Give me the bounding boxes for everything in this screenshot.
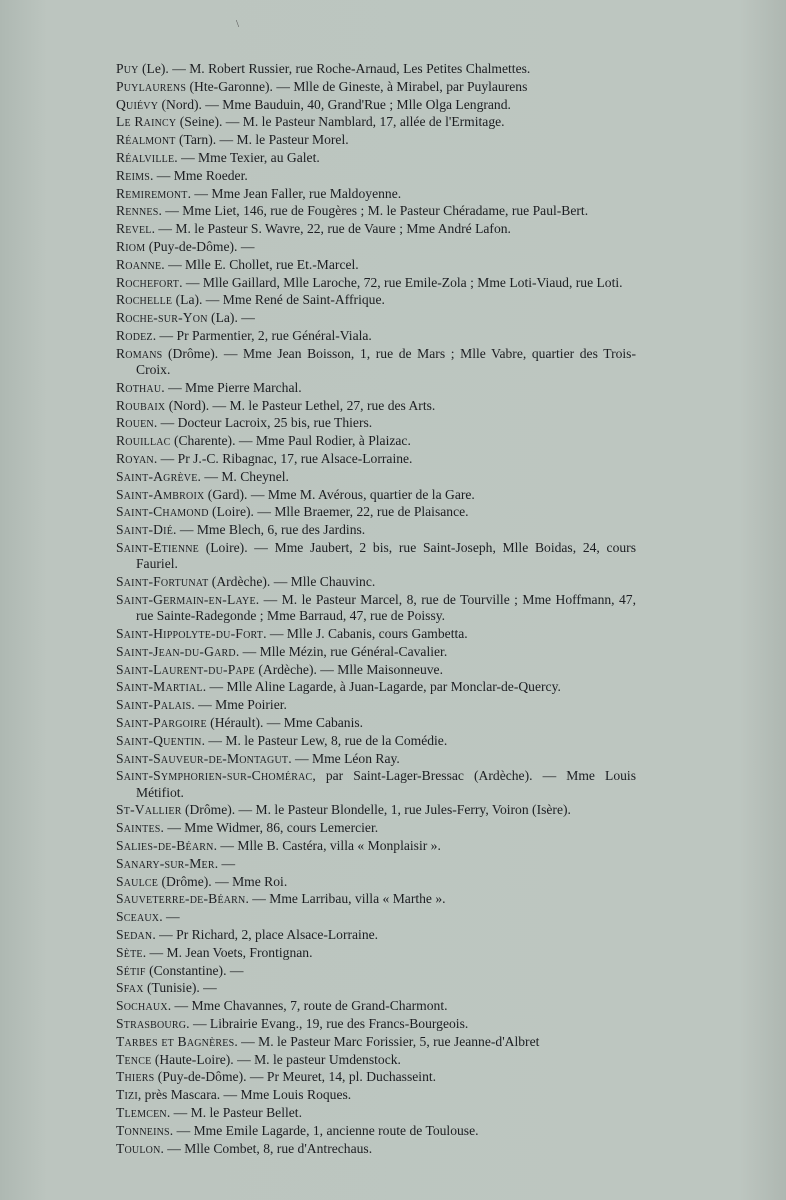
- entry-details: . — Mme Pierre Marchal.: [161, 379, 302, 395]
- entry-place: Quiévy: [116, 96, 159, 112]
- entry-details: . — M. le Pasteur Bellet.: [166, 1105, 302, 1121]
- entry-details: . — Mlle Aline Lagarde, à Juan-Lagarde, par Monclar-de-Quercy.: [202, 679, 561, 695]
- directory-entry: [116, 980, 636, 996]
- directory-entry: [116, 275, 636, 291]
- directory-entry: [116, 132, 636, 148]
- entry-place: Tence: [116, 1051, 152, 1067]
- directory-entry: [116, 97, 636, 113]
- entry-details: (Haute-Loire). — M. le pasteur Umdenstock.: [151, 1051, 401, 1067]
- entry-place: Rochelle: [116, 292, 173, 308]
- directory-entry: [116, 168, 636, 184]
- directory-entry: [116, 221, 636, 237]
- directory-entry: [116, 1034, 636, 1050]
- entry-details: . — Librairie Evang., 19, rue des Francs-Bourgeois.: [186, 1016, 469, 1032]
- directory-entry: [116, 380, 636, 396]
- directory-entry: [116, 61, 636, 77]
- directory-entry: [116, 963, 636, 979]
- directory-entry: [116, 751, 636, 767]
- directory-entry: [116, 802, 636, 818]
- directory-entry: [116, 874, 636, 890]
- directory-entry: [116, 1016, 636, 1032]
- directory-entry: [116, 433, 636, 449]
- entry-place: Saint-Dié: [116, 522, 174, 538]
- entry-place: Saint-Agrève: [116, 468, 198, 484]
- entry-details: (Hte-Garonne). — Mlle de Gineste, à Mirabel, par Puylaurens: [186, 78, 528, 94]
- entry-details: . — Pr Richard, 2, place Alsace-Lorraine.: [152, 927, 379, 943]
- entry-place: Saint-Symphorien-sur-Chomérac: [116, 768, 313, 784]
- directory-entry: [116, 186, 636, 202]
- entry-place: Revel: [116, 221, 152, 237]
- entry-place: Saint-Palais: [116, 697, 192, 713]
- entry-details: . — Mme Roeder.: [149, 167, 248, 183]
- entry-details: (Ardèche). — Mlle Maisonneuve.: [254, 661, 443, 677]
- entry-details: . — M. Jean Voets, Frontignan.: [142, 944, 313, 960]
- directory-entry: [116, 522, 636, 538]
- entry-details: . — M. le Pasteur Lew, 8, rue de la Comédie.: [201, 732, 448, 748]
- entry-details: (Tunisie). —: [143, 980, 217, 996]
- directory-list: [116, 61, 636, 1158]
- directory-entry: [116, 1087, 636, 1103]
- entry-place: Rennes: [116, 203, 159, 219]
- directory-entry: [116, 662, 636, 678]
- directory-entry: [116, 487, 636, 503]
- entry-place: Saint-Pargoire: [116, 714, 207, 730]
- entry-details: (Loire). — Mme Jaubert, 2 bis, rue Saint-Joseph, Mlle Boidas, 24, cours Fauriel.: [136, 540, 636, 572]
- entry-details: . — Mlle Combet, 8, rue d'Antrechaus.: [160, 1140, 373, 1156]
- directory-entry: [116, 820, 636, 836]
- entry-details: . — Mme Larribau, villa « Marthe ».: [245, 891, 446, 907]
- entry-place: Puy: [116, 61, 139, 76]
- entry-details: . — Mlle Gaillard, Mlle Laroche, 72, rue Emile-Zola ; Mme Loti-Viaud, rue Loti.: [179, 274, 623, 290]
- entry-place: Rodez: [116, 327, 153, 343]
- entry-place: Sète: [116, 944, 143, 960]
- directory-entry: [116, 346, 636, 379]
- entry-details: . — Mlle B. Castéra, villa « Monplaisir ».: [213, 838, 441, 854]
- entry-place: Saint-Etienne: [116, 540, 199, 556]
- directory-entry: [116, 838, 636, 854]
- directory-entry: [116, 239, 636, 255]
- entry-details: . — Mme Blech, 6, rue des Jardins.: [173, 522, 366, 538]
- entry-details: . — M. Cheynel.: [197, 468, 289, 484]
- entry-details: (Nord). — Mme Bauduin, 40, Grand'Rue ; Mlle Olga Lengrand.: [158, 96, 511, 112]
- entry-place: Sceaux: [116, 909, 160, 925]
- entry-place: Strasbourg: [116, 1016, 187, 1032]
- directory-entry: [116, 626, 636, 642]
- entry-place: Tizi: [116, 1087, 138, 1103]
- entry-details: . — M. le Pasteur Marcel, 8, rue de Tourville ; Mme Hoffmann, 47, rue Sainte-Radegonde ; Mme Barraud, 47, rue de Poissy.: [136, 591, 636, 624]
- entry-details: (Le). — M. Robert Russier, rue Roche-Arnaud, Les Petites Chalmettes.: [138, 61, 531, 76]
- entry-place: Saintes: [116, 820, 161, 836]
- entry-details: (Puy-de-Dôme). — Pr Meuret, 14, pl. Duchasseint.: [154, 1069, 437, 1085]
- entry-details: . —: [214, 855, 236, 871]
- entry-place: Royan: [116, 451, 154, 467]
- entry-place: Saint-Germain-en-Laye: [116, 591, 256, 607]
- directory-entry: [116, 203, 636, 219]
- directory-entry: [116, 733, 636, 749]
- directory-entry: [116, 998, 636, 1014]
- entry-place: Saint-Ambroix: [116, 486, 205, 502]
- entry-place: Tlemcen: [116, 1105, 167, 1121]
- entry-details: . — Mlle Mézin, rue Général-Cavalier.: [235, 643, 448, 659]
- directory-entry: [116, 856, 636, 872]
- entry-details: . —: [159, 909, 180, 925]
- directory-entry: [116, 328, 636, 344]
- directory-entry: [116, 891, 636, 907]
- entry-place: Romans: [116, 345, 163, 361]
- entry-details: . — Mme Chavannes, 7, route de Grand-Charmont.: [167, 998, 448, 1014]
- entry-place: Reims: [116, 167, 150, 183]
- directory-entry: [116, 1141, 636, 1157]
- entry-details: . — Docteur Lacroix, 25 bis, rue Thiers.: [153, 415, 373, 431]
- entry-details: (Nord). — M. le Pasteur Lethel, 27, rue des Arts.: [165, 397, 436, 413]
- directory-entry: [116, 909, 636, 925]
- entry-place: Saint-Laurent-du-Pape: [116, 661, 255, 677]
- entry-details: . — Mme Emile Lagarde, 1, ancienne route de Toulouse.: [169, 1122, 479, 1138]
- entry-place: Sétif: [116, 962, 146, 978]
- directory-entry: [116, 1105, 636, 1121]
- directory-entry: [116, 697, 636, 713]
- entry-details: (Loire). — Mlle Braemer, 22, rue de Plaisance.: [208, 504, 469, 520]
- entry-place: Roche-sur-Yon: [116, 310, 208, 326]
- entry-details: (La). — Mme René de Saint-Affrique.: [172, 292, 385, 308]
- entry-details: , par Saint-Lager-Bressac (Ardèche). — Mme Louis Métifiot.: [136, 768, 636, 800]
- directory-entry: [116, 79, 636, 95]
- entry-place: Puylaurens: [116, 78, 187, 94]
- entry-details: (Puy-de-Dôme). —: [145, 238, 255, 254]
- directory-entry: [116, 679, 636, 695]
- directory-entry: [116, 574, 636, 590]
- entry-place: Saint-Martial: [116, 679, 203, 695]
- entry-place: Sauveterre-de-Béarn: [116, 891, 246, 907]
- entry-details: . — Mme Texier, au Galet.: [174, 149, 320, 165]
- entry-details: (Gard). — Mme M. Avérous, quartier de la Gare.: [204, 486, 475, 502]
- entry-place: Roubaix: [116, 397, 166, 413]
- directory-entry: [116, 310, 636, 326]
- entry-details: (Constantine). —: [145, 962, 244, 978]
- entry-place: Riom: [116, 238, 146, 254]
- directory-entry: [116, 1069, 636, 1085]
- entry-details: . — Pr J.-C. Ribagnac, 17, rue Alsace-Lorraine.: [153, 451, 413, 467]
- directory-entry: [116, 415, 636, 431]
- entry-details: (Drôme). — Mme Jean Boisson, 1, rue de Mars ; Mlle Vabre, quartier des Trois-Croix.: [136, 345, 636, 378]
- directory-entry: [116, 469, 636, 485]
- entry-details: (Drôme). — M. le Pasteur Blondelle, 1, rue Jules-Ferry, Voiron (Isère).: [181, 802, 571, 818]
- directory-entry: [116, 540, 636, 573]
- entry-place: Rochefort: [116, 274, 180, 290]
- entry-details: (Charente). — Mme Paul Rodier, à Plaizac.: [170, 433, 411, 449]
- entry-details: . — Mme Liet, 146, rue de Fougères ; M. le Pasteur Chéradame, rue Paul-Bert.: [158, 203, 589, 219]
- entry-details: (Tarn). — M. le Pasteur Morel.: [175, 132, 349, 148]
- entry-place: Salies-de-Béarn: [116, 838, 214, 854]
- entry-place: Tarbes et Bagnères: [116, 1033, 235, 1049]
- entry-place: Saint-Jean-du-Gard: [116, 643, 236, 659]
- entry-details: , près Mascara. — Mme Louis Roques.: [137, 1087, 352, 1103]
- entry-details: . — M. le Pasteur S. Wavre, 22, rue de Vaure ; Mme André Lafon.: [151, 221, 511, 237]
- entry-place: Thiers: [116, 1069, 155, 1085]
- entry-details: . — Mme Jean Faller, rue Maldoyenne.: [187, 185, 402, 201]
- directory-entry: [116, 644, 636, 660]
- entry-place: Saint-Hippolyte-du-Fort: [116, 626, 264, 641]
- entry-place: Sfax: [116, 980, 144, 996]
- directory-entry: [116, 768, 636, 801]
- directory-entry: [116, 451, 636, 467]
- directory-entry: [116, 592, 636, 625]
- entry-details: . — Mme Widmer, 86, cours Lemercier.: [160, 820, 379, 836]
- entry-place: St-Vallier: [116, 802, 182, 818]
- entry-details: (Seine). — M. le Pasteur Namblard, 17, allée de l'Ermitage.: [176, 114, 505, 130]
- entry-place: Rothau: [116, 379, 162, 395]
- directory-entry: [116, 398, 636, 414]
- directory-entry: [116, 150, 636, 166]
- entry-place: Sochaux: [116, 998, 168, 1014]
- entry-place: Réalmont: [116, 132, 176, 148]
- directory-entry: [116, 1123, 636, 1139]
- directory-entry: [116, 927, 636, 943]
- corner-mark: \: [236, 18, 240, 30]
- entry-place: Saint-Sauveur-de-Montagut: [116, 750, 289, 766]
- directory-entry: [116, 114, 636, 130]
- directory-entry: [116, 257, 636, 273]
- entry-details: . — Mlle J. Cabanis, cours Gambetta.: [263, 626, 468, 641]
- entry-details: . — Pr Parmentier, 2, rue Général-Viala.: [152, 327, 372, 343]
- entry-details: (Hérault). — Mme Cabanis.: [206, 714, 364, 730]
- entry-place: Sedan: [116, 927, 153, 943]
- directory-entry: [116, 1052, 636, 1068]
- directory-entry: [116, 715, 636, 731]
- entry-place: Rouen: [116, 415, 154, 431]
- entry-details: . — Mme Léon Ray.: [288, 750, 400, 766]
- entry-place: Rouillac: [116, 433, 171, 449]
- directory-entry: [116, 292, 636, 308]
- entry-details: . — Mme Poirier.: [191, 697, 287, 713]
- entry-details: (Drôme). — Mme Roi.: [158, 873, 288, 889]
- entry-details: . — M. le Pasteur Marc Forissier, 5, rue Jeanne-d'Albret: [234, 1033, 540, 1049]
- entry-place: Saint-Fortunat: [116, 574, 209, 590]
- entry-place: Roanne: [116, 256, 162, 272]
- directory-entry: [116, 945, 636, 961]
- directory-entry: [116, 504, 636, 520]
- entry-place: Remiremont: [116, 185, 188, 201]
- entry-place: Saint-Quentin: [116, 732, 202, 748]
- entry-details: . — Mlle E. Chollet, rue Et.-Marcel.: [161, 256, 359, 272]
- entry-place: Tonneins: [116, 1122, 170, 1138]
- entry-details: (Ardèche). — Mlle Chauvinc.: [208, 574, 376, 590]
- entry-place: Le Raincy: [116, 114, 177, 130]
- entry-place: Saint-Chamond: [116, 504, 209, 520]
- entry-place: Réalville: [116, 149, 175, 165]
- entry-place: Saulce: [116, 873, 159, 889]
- entry-place: Sanary-sur-Mer: [116, 855, 215, 871]
- entry-details: (La). —: [207, 310, 255, 326]
- entry-place: Toulon: [116, 1140, 161, 1156]
